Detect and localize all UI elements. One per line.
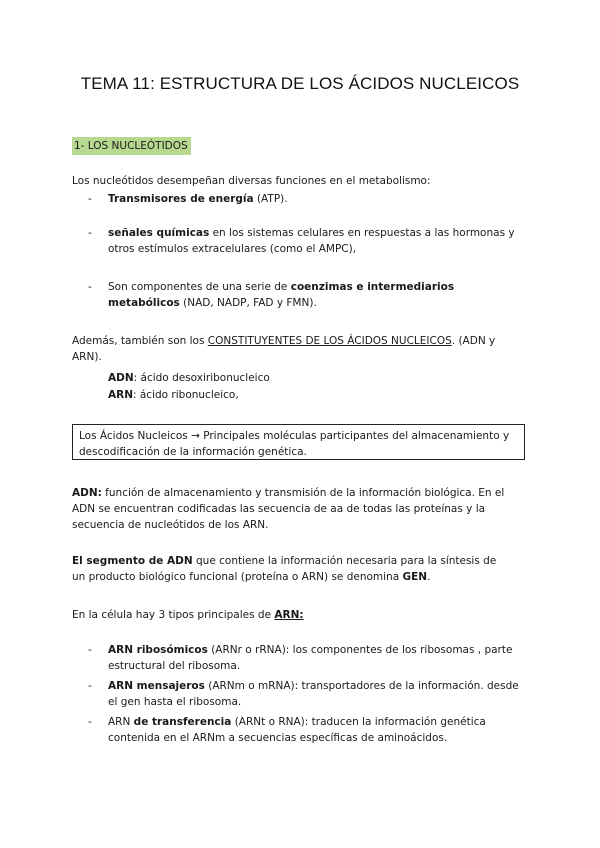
underlined-term: CONSTITUYENTES DE LOS ÁCIDOS NUCLEICOS — [207, 335, 452, 347]
bold-term: ARN — [108, 389, 133, 401]
bullet-dash: - — [88, 281, 92, 293]
bold-term: coenzimas e intermediarios metabólicos — [108, 281, 455, 309]
para-text: función de almacenamiento y transmisión de la información biológica. En el ADN se encuentran codificadas las secuencia de aa de todas las proteínas y la secuencia de nucleótidos de los ARN. — [72, 487, 505, 531]
highlight-box: Los Ácidos Nucleicos → Principales moléculas participantes del almacenamiento y descodificación de la información genética. — [72, 424, 525, 460]
item-text: (ARNm o mRNA): transportadores de la información. desde el gen hasta el ribosoma. — [108, 680, 519, 708]
bullet-dash: - — [88, 644, 92, 656]
bold-term: señales químicas — [108, 227, 210, 239]
bold-term: ARN mensajeros — [108, 680, 205, 692]
bold-term: GEN — [402, 571, 428, 583]
item-text: Son componentes de una serie de — [108, 281, 291, 293]
bold-term: ADN: — [72, 487, 102, 499]
bullet-dash: - — [88, 716, 92, 728]
bold-term: ADN — [108, 372, 134, 384]
item-text: ARN — [108, 716, 134, 728]
gen-paragraph — [72, 553, 512, 585]
section-heading-nucleotidos: 1- LOS NUCLEÓTIDOS — [72, 137, 191, 155]
bold-term: Transmisores de energía — [108, 193, 254, 205]
adn-definition — [108, 370, 270, 386]
bold-term: El segmento de ADN — [72, 555, 193, 567]
def-text: : ácido ribonucleico, — [133, 389, 239, 401]
arn-types-intro — [72, 607, 532, 623]
para-text: . — [427, 571, 431, 583]
item-text: en los sistemas celulares en respuestas a las hormonas y otros estímulos extracelulares (como el AMPC), — [108, 227, 515, 255]
bullet-dash: - — [88, 193, 92, 205]
para-text: . (ADN y ARN). — [72, 335, 496, 363]
para-text: En la célula hay 3 tipos principales de — [72, 609, 275, 621]
underlined-term: ARN: — [274, 609, 304, 621]
bold-term: de transferencia — [133, 716, 232, 728]
item-text: (NAD, NADP, FAD y FMN). — [179, 297, 317, 309]
bullet-dash: - — [88, 680, 92, 692]
def-text: : ácido desoxiribonucleico — [133, 372, 270, 384]
arn-definition — [108, 387, 239, 403]
constituyentes-paragraph — [72, 333, 524, 365]
intro-paragraph: Los nucleótidos desempeñan diversas funciones en el metabolismo: — [72, 175, 431, 187]
bold-term: ARN ribosómicos — [108, 644, 208, 656]
bullet-dash: - — [88, 227, 92, 239]
item-text: (ARNt o RNA): traducen la información genética contenida en el ARNm a secuencias específicas de aminoácidos. — [108, 716, 486, 744]
para-text: que contiene la información necesaria para la síntesis de un producto biológico funcional (proteína o ARN) se denomina — [72, 555, 497, 583]
page-title: TEMA 11: ESTRUCTURA DE LOS ÁCIDOS NUCLEICOS — [80, 74, 520, 93]
item-text: (ATP). — [253, 193, 288, 205]
para-text: Además, también son los — [72, 335, 208, 347]
item-text: (ARNr o rRNA): los componentes de los ribosomas , parte estructural del ribosoma. — [108, 644, 513, 672]
adn-paragraph — [72, 485, 522, 533]
